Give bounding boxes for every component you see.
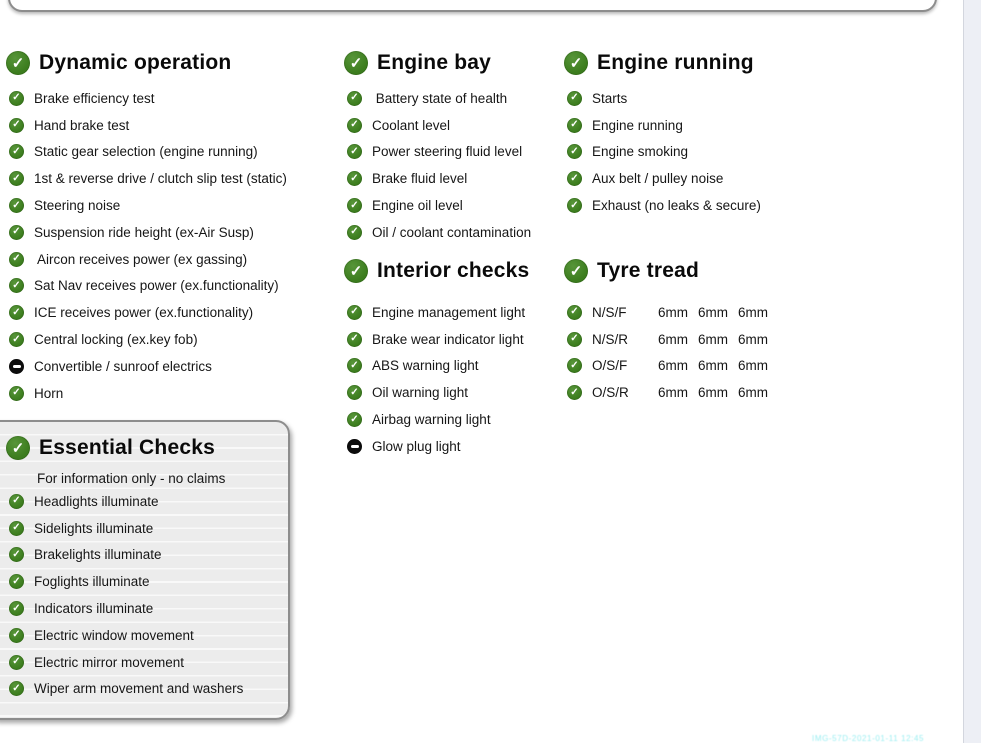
status-icon: [567, 385, 582, 400]
status-icon: [567, 118, 582, 133]
check-item-label: Exhaust (no leaks & secure): [592, 198, 761, 214]
status-icon: [9, 198, 24, 213]
check-item-label: Battery state of health: [372, 90, 508, 106]
status-icon: [567, 144, 582, 159]
status-icon: [347, 118, 362, 133]
tyre-depth-value: 6mm: [738, 385, 768, 401]
status-icon: [9, 278, 24, 293]
check-item-label: Brake fluid level: [372, 171, 468, 187]
status-icon: [9, 628, 24, 643]
check-item-label: Indicators illuminate: [34, 601, 154, 617]
check-item: [564, 139, 894, 166]
status-icon: [347, 91, 362, 106]
check-item: [6, 299, 336, 326]
tyre-tread-row: [564, 379, 894, 406]
check-item: [6, 380, 336, 407]
scrollbar-track[interactable]: [963, 0, 981, 743]
status-icon: [347, 332, 362, 347]
status-icon: [347, 144, 362, 159]
check-item-label: Oil / coolant contamination: [372, 224, 532, 240]
check-item: [6, 326, 336, 353]
status-icon: [9, 225, 24, 240]
status-icon: [9, 91, 24, 106]
section-engine-running: [564, 48, 894, 219]
check-item-label: 1st & reverse drive / clutch slip test (static): [34, 171, 287, 187]
status-icon: [9, 521, 24, 536]
tyre-position-label: O/S/F: [592, 358, 628, 374]
check-list: [6, 85, 336, 407]
check-item-label: Convertible / sunroof electrics: [34, 358, 212, 374]
check-item: [564, 85, 894, 112]
check-item: [6, 112, 336, 139]
tyre-tread-row: [564, 326, 894, 353]
check-item-label: Central locking (ex.key fob): [34, 332, 198, 348]
status-icon: [567, 91, 582, 106]
check-item: [344, 219, 674, 246]
section-title: Interior checks: [377, 259, 530, 282]
check-item: [6, 488, 282, 515]
check-item-label: Engine running: [592, 117, 683, 133]
status-icon: [347, 225, 362, 240]
check-item: [564, 192, 894, 219]
status-icon: [347, 358, 362, 373]
tyre-depth-values: [658, 332, 768, 347]
check-item: [6, 192, 336, 219]
status-icon: [347, 439, 362, 454]
status-icon: [9, 252, 24, 267]
check-item-label: ABS warning light: [372, 358, 479, 374]
section-title: Engine running: [597, 51, 754, 74]
essential-checks-note: For information only - no claims: [37, 470, 226, 486]
check-list: [564, 85, 894, 219]
tyre-depth-values: [658, 385, 768, 400]
tyre-depth-values: [658, 358, 768, 373]
check-item: [6, 139, 336, 166]
check-item-label: Static gear selection (engine running): [34, 144, 258, 160]
check-item-label: Brake wear indicator light: [372, 331, 524, 347]
tyre-tread-row: [564, 299, 894, 326]
previous-section-panel-edge: [8, 0, 937, 12]
tyre-tread-row: [564, 353, 894, 380]
tyre-depth-value: 6mm: [698, 385, 728, 401]
check-item-label: Power steering fluid level: [372, 144, 523, 160]
check-item-label: Headlights illuminate: [34, 493, 159, 509]
check-item-label: Electric window movement: [34, 627, 194, 643]
status-icon: [9, 332, 24, 347]
check-circle-icon: [564, 259, 588, 283]
tyre-position-label: N/S/R: [592, 331, 629, 347]
check-item: [6, 542, 282, 569]
check-item-label: Engine management light: [372, 304, 526, 320]
status-icon: [9, 574, 24, 589]
check-item: [6, 649, 282, 676]
check-item: [6, 85, 336, 112]
status-icon: [9, 359, 24, 374]
check-item: [344, 433, 674, 460]
section-tyre-tread: [564, 256, 894, 406]
status-icon: [567, 358, 582, 373]
section-title: Essential Checks: [39, 436, 215, 459]
watermark-timestamp: IMG-57D-2021-01-11 12:45: [812, 734, 925, 743]
check-item: [6, 515, 282, 542]
tyre-depth-value: 6mm: [658, 358, 688, 374]
tyre-position-label: N/S/F: [592, 304, 627, 320]
check-item-label: Brakelights illuminate: [34, 547, 162, 563]
tyre-depth-value: 6mm: [738, 358, 768, 374]
check-item-label: Coolant level: [372, 117, 451, 133]
section-title: Engine bay: [377, 51, 492, 74]
status-icon: [9, 171, 24, 186]
check-item-label: Wiper arm movement and washers: [34, 681, 244, 697]
status-icon: [9, 681, 24, 696]
check-item-label: Glow plug light: [372, 438, 461, 454]
status-icon: [567, 305, 582, 320]
status-icon: [347, 198, 362, 213]
section-header: [564, 48, 894, 78]
tyre-depth-value: 6mm: [698, 358, 728, 374]
check-item-label: Engine smoking: [592, 144, 689, 160]
check-item-label: Engine oil level: [372, 198, 463, 214]
check-circle-icon: [344, 51, 368, 75]
status-icon: [9, 601, 24, 616]
check-item: [6, 219, 336, 246]
tyre-depth-value: 6mm: [738, 304, 768, 320]
status-icon: [9, 118, 24, 133]
section-header: [6, 434, 282, 462]
status-icon: [567, 198, 582, 213]
check-item-label: Sidelights illuminate: [34, 520, 154, 536]
check-item: [6, 595, 282, 622]
check-item-label: Airbag warning light: [372, 412, 491, 428]
check-item-label: Sat Nav receives power (ex.functionality): [34, 278, 279, 294]
check-item-label: Aircon receives power (ex gassing): [34, 251, 248, 267]
tyre-position-label: O/S/R: [592, 385, 629, 401]
status-icon: [347, 171, 362, 186]
section-header: [564, 256, 894, 286]
check-item-label: ICE receives power (ex.functionality): [34, 305, 254, 321]
check-circle-icon: [344, 259, 368, 283]
tyre-tread-list: [564, 299, 894, 406]
check-item-label: Brake efficiency test: [34, 90, 155, 106]
check-item-label: Steering noise: [34, 198, 121, 214]
check-item: [344, 406, 674, 433]
status-icon: [347, 305, 362, 320]
tyre-depth-values: [658, 305, 768, 320]
check-item: [6, 353, 336, 380]
section-header: [6, 48, 336, 78]
status-icon: [567, 171, 582, 186]
check-item: [6, 246, 336, 273]
check-item: [6, 676, 282, 703]
check-item-label: Starts: [592, 90, 628, 106]
check-item-label: Suspension ride height (ex-Air Susp): [34, 224, 254, 240]
check-list: [6, 488, 282, 702]
status-icon: [9, 386, 24, 401]
section-dynamic-operation: [6, 48, 336, 407]
status-icon: [567, 332, 582, 347]
check-circle-icon: [6, 51, 30, 75]
section-essential-checks: [0, 420, 290, 720]
status-icon: [9, 547, 24, 562]
check-item: [564, 112, 894, 139]
status-icon: [347, 385, 362, 400]
check-item-label: Horn: [34, 385, 64, 401]
check-item-label: Aux belt / pulley noise: [592, 171, 724, 187]
section-title: Tyre tread: [597, 259, 699, 282]
check-item: [6, 568, 282, 595]
tyre-depth-value: 6mm: [658, 385, 688, 401]
status-icon: [9, 494, 24, 509]
status-icon: [9, 305, 24, 320]
tyre-depth-value: 6mm: [738, 331, 768, 347]
status-icon: [9, 144, 24, 159]
check-item: [6, 273, 336, 300]
tyre-depth-value: 6mm: [658, 304, 688, 320]
check-item-label: Electric mirror movement: [34, 654, 185, 670]
tyre-depth-value: 6mm: [658, 331, 688, 347]
check-item-label: Hand brake test: [34, 117, 130, 133]
status-icon: [347, 412, 362, 427]
status-icon: [9, 655, 24, 670]
section-title: Dynamic operation: [39, 51, 232, 74]
check-item-label: Foglights illuminate: [34, 574, 150, 590]
check-item: [564, 165, 894, 192]
check-item: [6, 165, 336, 192]
check-item-label: Oil warning light: [372, 385, 469, 401]
check-circle-icon: [564, 51, 588, 75]
check-item: [6, 622, 282, 649]
tyre-depth-value: 6mm: [698, 331, 728, 347]
tyre-depth-value: 6mm: [698, 304, 728, 320]
check-circle-icon: [6, 436, 30, 460]
